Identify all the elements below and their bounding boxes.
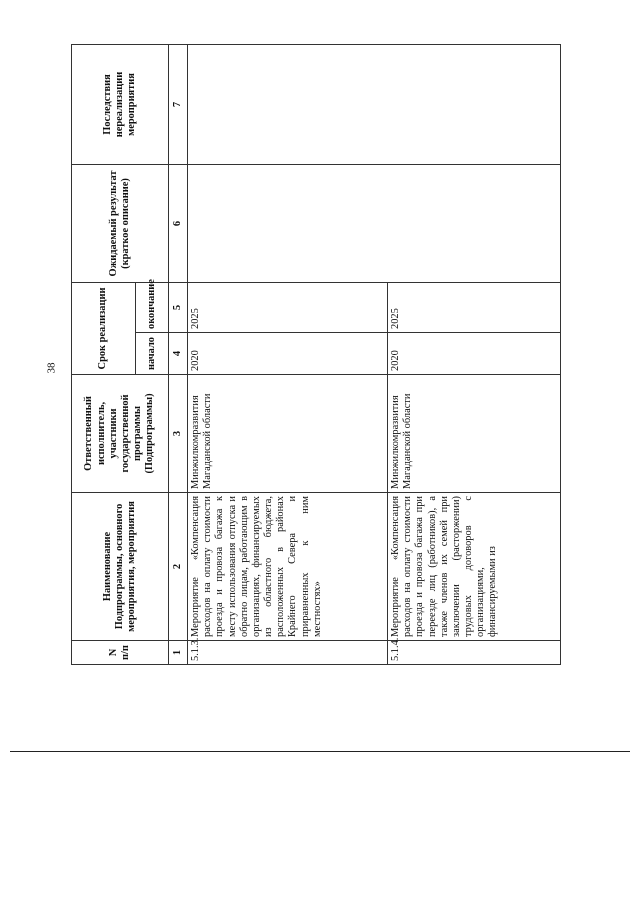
- column-number: 3: [169, 375, 188, 493]
- column-number: 2: [169, 493, 188, 641]
- header-consequences: Последствия нереализации мероприятия: [72, 44, 169, 164]
- header-num: N п/п: [72, 641, 169, 665]
- table-row: [188, 44, 388, 664]
- row-name: Мероприятие «Компенсация расходов на оплату стоимости проезда и провоза багажа при переезде лиц (работников), а также членов их семей при заключении (расторжении) трудовых договоров с организациями, финансируемыми из: [388, 493, 561, 641]
- header-end: окончание: [136, 282, 169, 332]
- column-number: 6: [169, 164, 188, 282]
- header-name: Наименование Подпрограммы, основного мероприятия, мероприятия: [72, 493, 169, 641]
- row-executor: Минжилкомразвития Магаданской области: [388, 375, 561, 493]
- column-number-row: [169, 44, 188, 664]
- column-number: 7: [169, 44, 188, 164]
- column-number: 5: [169, 282, 188, 332]
- row-result: [188, 164, 561, 282]
- row-end: 2025: [388, 282, 561, 332]
- row-start: 2020: [188, 333, 388, 375]
- header-term: Срок реализации: [72, 282, 136, 374]
- column-number: 1: [169, 641, 188, 665]
- row-consequences: [188, 44, 561, 164]
- header-result: Ожидаемый результат (краткое описание): [72, 164, 169, 282]
- bottom-divider: [10, 751, 630, 752]
- header-executor: Ответственный исполнитель, участники государственной программы (Подпрограммы): [72, 375, 169, 493]
- row-num: 5.1.3.: [188, 641, 388, 665]
- row-executor: Минжилкомразвития Магаданской области: [188, 375, 388, 493]
- page-number: 38: [45, 362, 58, 374]
- column-number: 4: [169, 333, 188, 375]
- header-start: начало: [136, 333, 169, 375]
- rotated-table-container: [71, 45, 561, 665]
- row-name: Мероприятие «Компенсация расходов на оплату стоимости проезда и провоза багажа к месту использования отпуска и обратно лицам, работающим в организациях, финансируемых из областного бюджета, расположенных в районах Крайнего Севера и приравненных к ним местностях»: [188, 493, 388, 641]
- row-num: 5.1.4.: [388, 641, 561, 665]
- measures-table: [71, 44, 561, 665]
- row-end: 2025: [188, 282, 388, 332]
- row-start: 2020: [388, 333, 561, 375]
